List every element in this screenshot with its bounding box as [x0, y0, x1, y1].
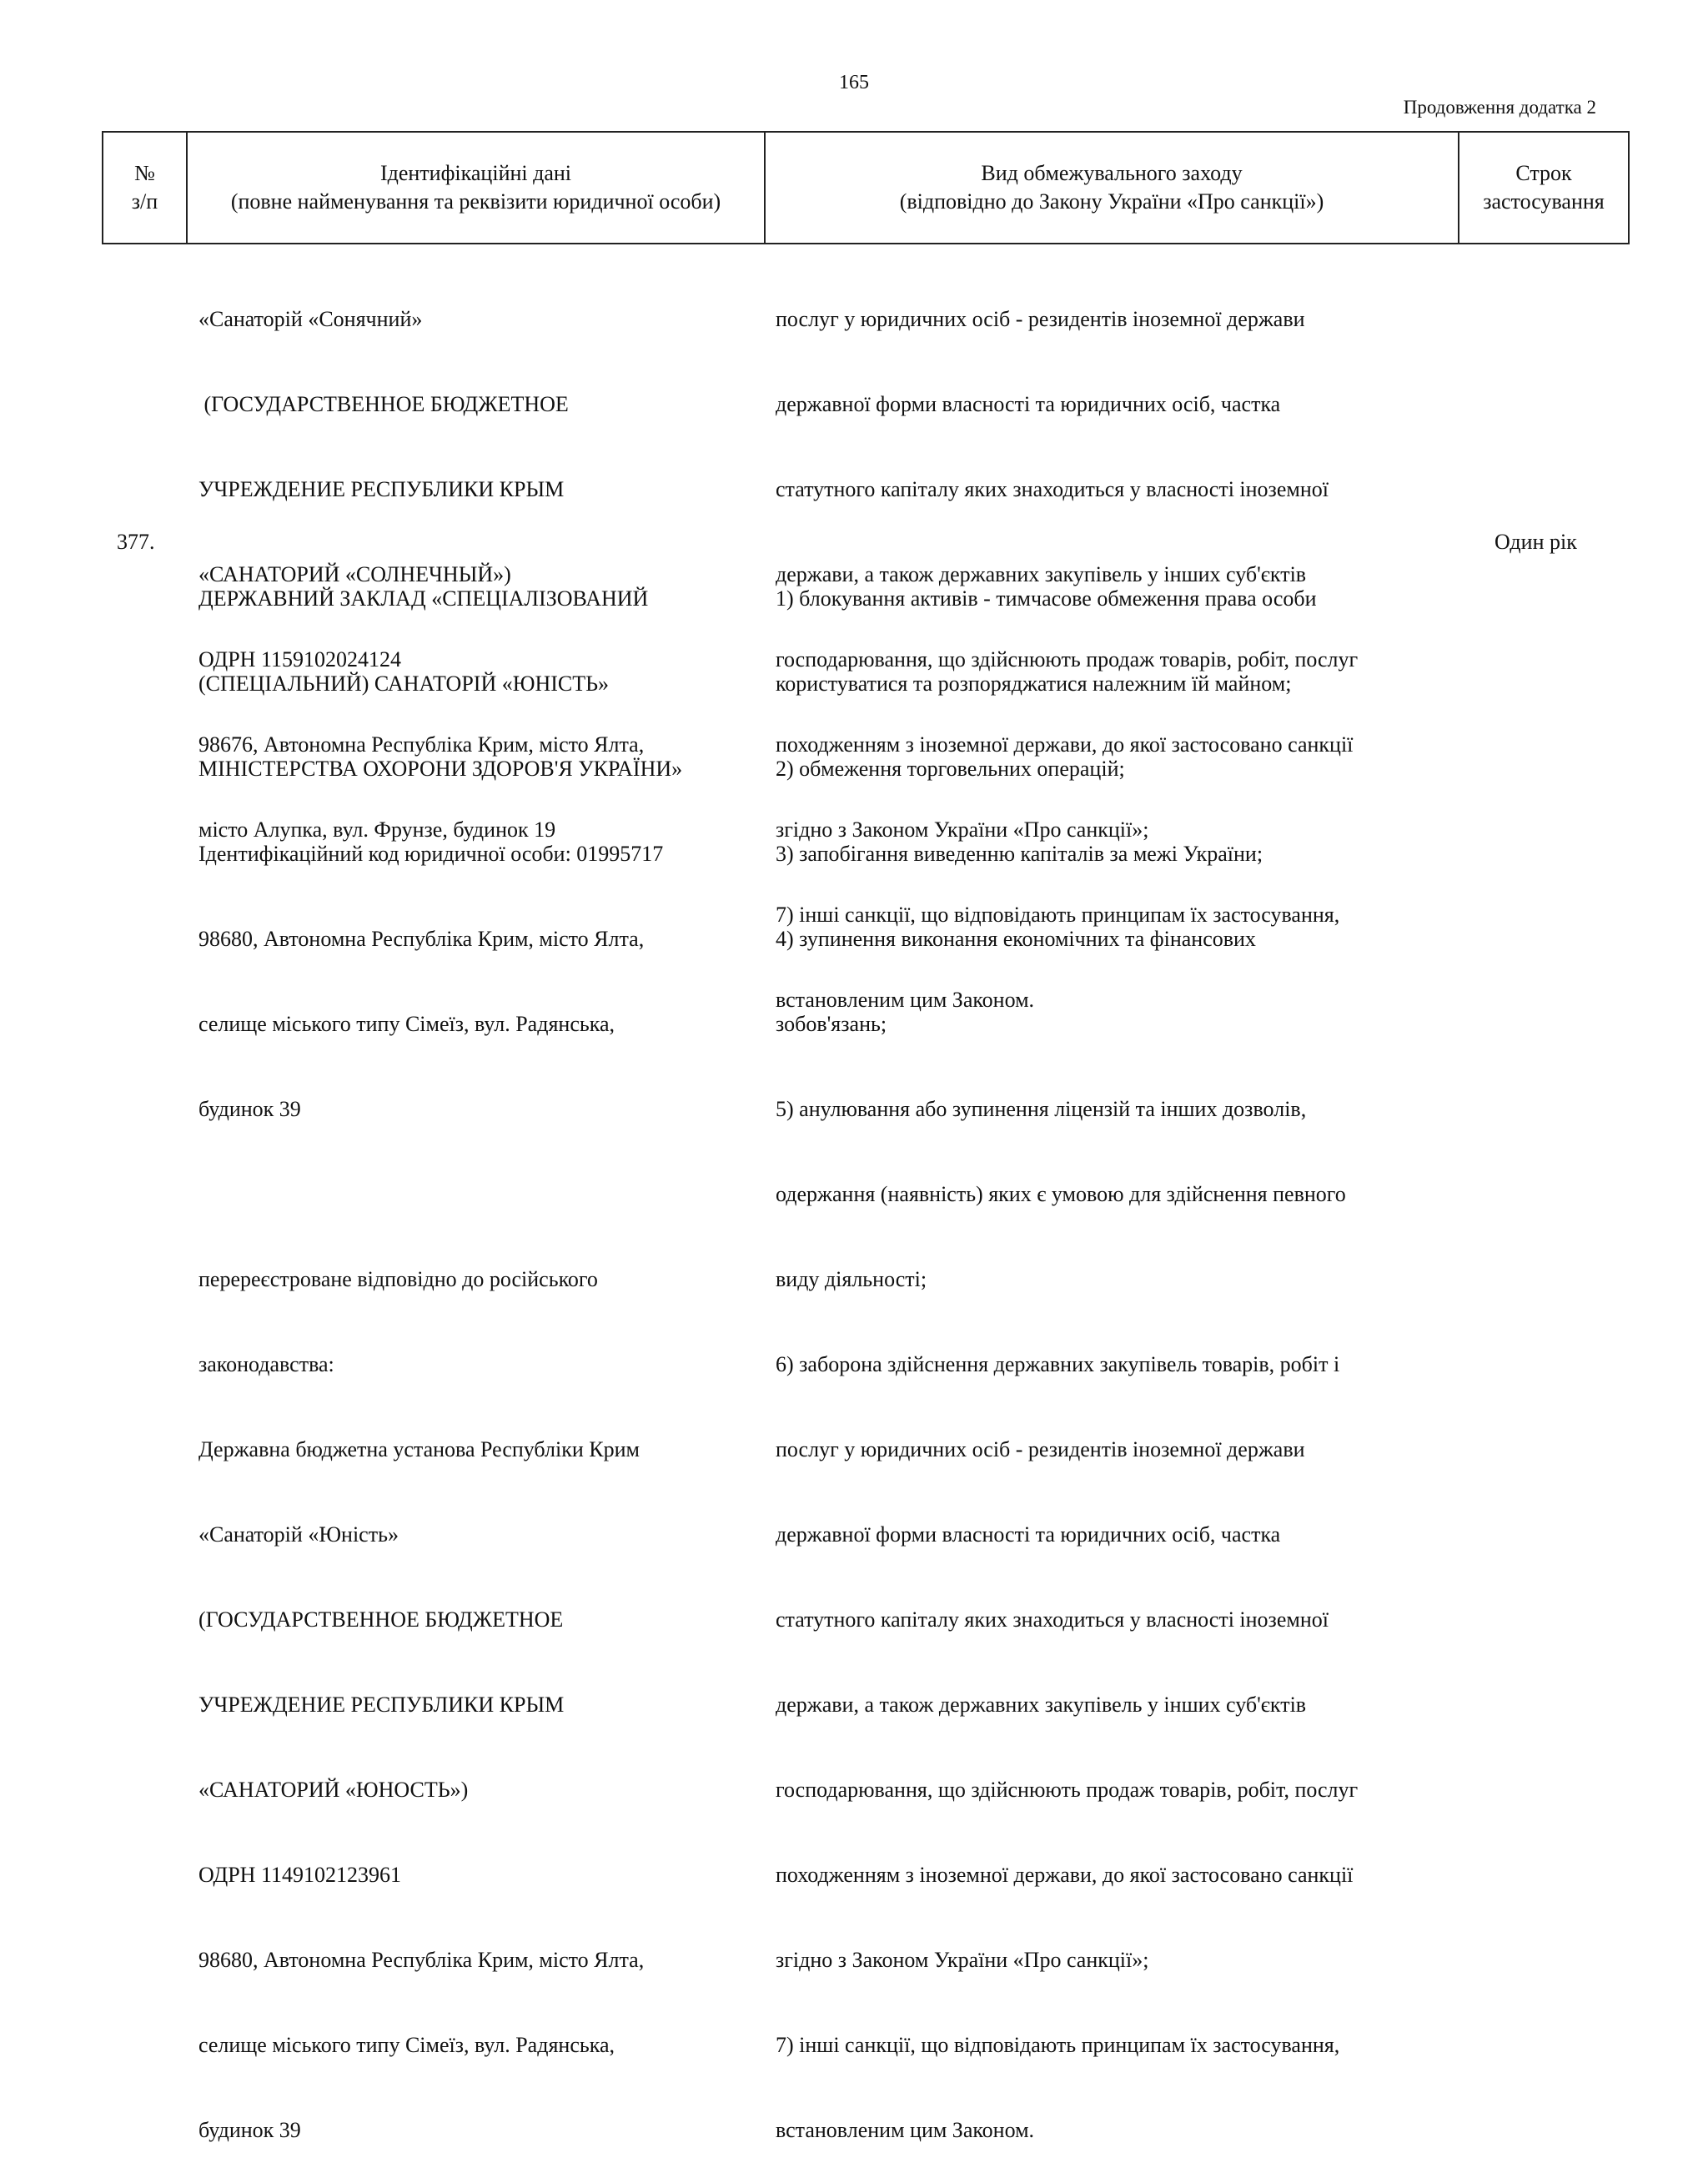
continued-measure: послуг у юридичних осіб - резидентів іноземної держави державної форми власності та юридичних осіб, частка статутного капіталу яких знаходиться у власності іноземної держави, а також державних закупівель у інших суб'єктів господарювання, що здійснюють продаж товарів, робіт, послуг походженням з іноземної держави, до якої застосовано санкції згідно з Законом України «Про санкції»; 7) інші санкції, що відповідають принципам їх застосування, встановленим цим Законом. [776, 307, 1359, 1012]
header-measure: Вид обмежувального заходу (відповідно до Закону України «Про санкції») [765, 132, 1459, 244]
row-identification: ДЕРЖАВНИЙ ЗАКЛАД «СПЕЦІАЛІЗОВАНИЙ (СПЕЦІАЛЬНИЙ) САНАТОРІЙ «ЮНІСТЬ» МІНІСТЕРСТВА ОХОРОНИ ЗДОРОВ'Я УКРАЇНИ» Ідентифікаційний код юридичної особи: 01995717 98680, Автономна Республіка Крим, місто Ялта, селище міського типу Сімеїз, вул. Радянська, будинок 39 перереєстроване відповідно до російського законодавства: Державна бюджетна установа Республіки Крим «Санаторій «Юність» (ГОСУДАРСТВЕННОЕ БЮДЖЕТНОЕ УЧРЕЖДЕНИЕ РЕСПУБЛИКИ КРЫМ «САНАТОРИЙ «ЮНОСТЬ») ОДРН 1149102123961 98680, Автономна Республіка Крим, місто Ялта, селище міського типу Сімеїз, вул. Радянська, будинок 39 [198, 586, 683, 2142]
continuation-note: Продовження додатка 2 [1403, 97, 1596, 118]
row-measure: 1) блокування активів - тимчасове обмеження права особи користуватися та розпоряджатися належним їй майном; 2) обмеження торговельних операцій; 3) запобігання виведенню капіталів за межі України; 4) зупинення виконання економічних та фінансових зобов'язань; 5) анулювання або зупинення ліцензій та інших дозволів, одержання (наявність) яких є умовою для здійснення певного виду діяльності; 6) заборона здійснення державних закупівель товарів, робіт і послуг у юридичних осіб - резидентів іноземної держави державної форми власності та юридичних осіб, частка статутного капіталу яких знаходиться у власності іноземної держави, а також державних закупівель у інших суб'єктів господарювання, що здійснюють продаж товарів, робіт, послуг походженням з іноземної держави, до якої застосовано санкції згідно з Законом України «Про санкції»; 7) інші санкції, що відповідають принципам їх застосування, встановленим цим Законом. [776, 586, 1359, 2142]
row-number: 377. [117, 530, 155, 554]
header-identification: Ідентифікаційні дані (повне найменування та реквізити юридичної особи) [187, 132, 765, 244]
header-number: № з/п [103, 132, 187, 244]
row-term: Один рік [1494, 530, 1577, 554]
header-term: Строк застосування [1459, 132, 1629, 244]
table-header [102, 131, 1630, 244]
continued-identification: «Санаторій «Сонячний» (ГОСУДАРСТВЕННОЕ БЮДЖЕТНОЕ УЧРЕЖДЕНИЕ РЕСПУБЛИКИ КРЫМ «САНАТОРИЙ «СОЛНЕЧНЫЙ») ОДРН 1159102024124 98676, Автономна Республіка Крим, місто Ялта, місто Алупка, вул. Фрунзе, будинок 19 [198, 307, 645, 842]
page-number: 165 [839, 72, 869, 93]
